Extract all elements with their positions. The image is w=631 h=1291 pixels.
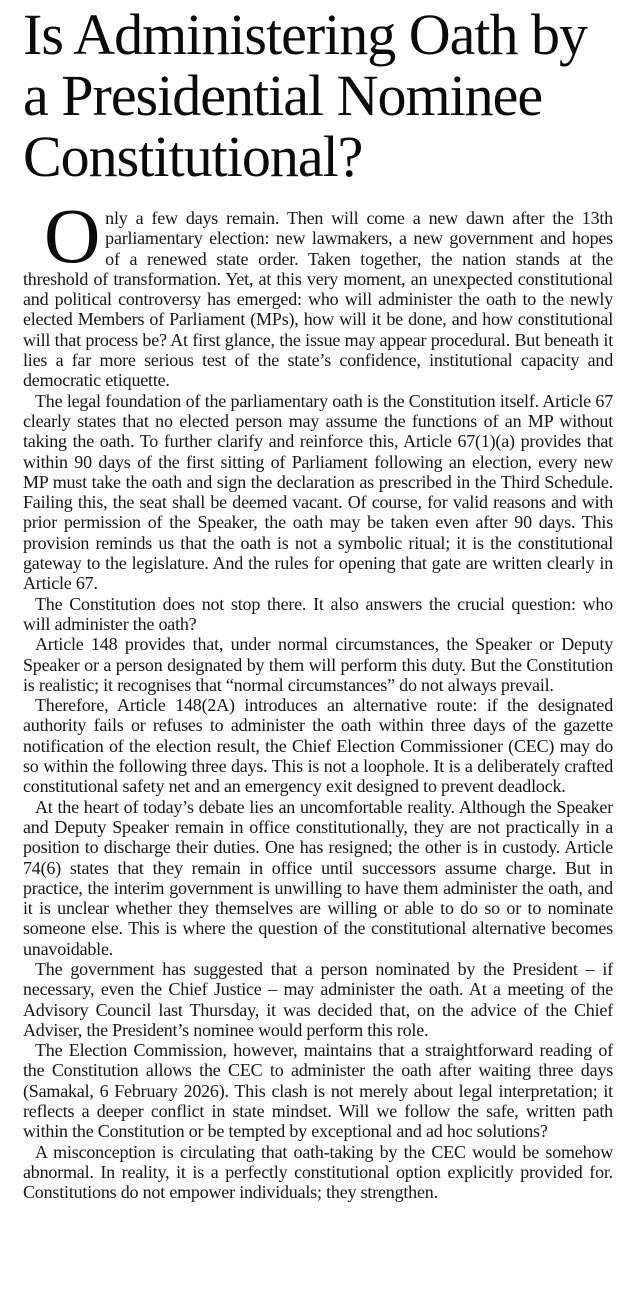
paragraph-text: nly a few days remain. Then will come a new dawn after the 13th parliamentary election: new lawmakers, a new government and hopes of a renewed state order. Taken together, the nation stands at the threshold of transformation. Yet, at this very moment, an unexpected constitutional and political controversy has emerged: who will administer the oath to the newly elected Members of Parliament (MPs), how will it be done, and how constitutional will that process be? At first glance, the issue may appear procedural. But beneath it lies a far more serious test of the state’s confidence, institutional capacity and democratic etiquette. bbox=[23, 208, 613, 391]
headline-line-2: a Presidential Nominee bbox=[23, 63, 543, 128]
headline-line-1: Is Administering Oath by bbox=[23, 2, 588, 67]
headline-line-3: Constitutional? bbox=[23, 124, 363, 189]
article-paragraph: The government has suggested that a person nominated by the President – if necessary, even the Chief Justice – may administer the oath. At a meeting of the Advisory Council last Thursday, it was decided that, on the advice of the Chief Adviser, the President’s nominee would perform this role. bbox=[23, 958, 613, 1040]
article-paragraph-lead bbox=[23, 192, 613, 391]
article-paragraph: The Constitution does not stop there. It also answers the crucial question: who will administer the oath? bbox=[23, 593, 613, 634]
article-paragraph: A misconception is circulating that oath-taking by the CEC would be somehow abnormal. In reality, it is a perfectly constitutional option explicitly provided for. Constitutions do not empower individuals; they strengthen. bbox=[23, 1141, 613, 1203]
article-headline bbox=[23, 4, 613, 187]
article-body bbox=[23, 192, 613, 1203]
article-paragraph: At the heart of today’s debate lies an uncomfortable reality. Although the Speaker and Deputy Speaker remain in office constitutionally, they are not practically in a position to discharge their duties. One has resigned; the other is in custody. Article 74(6) states that they remain in office until successors assume charge. But in practice, the interim government is unwilling to have them administer the oath, and it is unclear whether they themselves are willing or able to do so or to nominate someone else. This is where the question of the constitutional alternative becomes unavoidable. bbox=[23, 796, 613, 959]
article-paragraph: The legal foundation of the parliamentary oath is the Constitution itself. Article 67 clearly states that no elected person may assume the functions of an MP without taking the oath. To further clarify and reinforce this, Article 67(1)(a) provides that within 90 days of the first sitting of Parliament following an election, every new MP must take the oath and sign the declaration as prescribed in the Third Schedule. Failing this, the seat shall be deemed vacant. Of course, for valid reasons and with prior permission of the Speaker, the oath may be taken even after 90 days. This provision reminds us that the oath is not a symbolic ritual; it is the constitutional gateway to the legislature. And the rules for opening that gate are written clearly in Article 67. bbox=[23, 390, 613, 594]
article-paragraph: Therefore, Article 148(2A) introduces an alternative route: if the designated authority fails or refuses to administer the oath within three days of the gazette notification of the election result, the Chief Election Commissioner (CEC) may do so within the following three days. This is not a loophole. It is a deliberately crafted constitutional safety net and an emergency exit designed to prevent deadlock. bbox=[23, 695, 613, 797]
article-paragraph: The Election Commission, however, maintains that a straightforward reading of the Constitution allows the CEC to administer the oath after waiting three days (Samakal, 6 February 2026). This clash is not merely about legal interpretation; it reflects a deeper conflict in state mindset. Will we follow the safe, written path within the Constitution or be tempted by exceptional and ad hoc solutions? bbox=[23, 1040, 613, 1142]
article-paragraph: Article 148 provides that, under normal circumstances, the Speaker or Deputy Speaker or a person designated by them will perform this duty. But the Constitution is realistic; it recognises that “normal circumstances” do not always prevail. bbox=[23, 634, 613, 695]
dropcap-letter: O bbox=[44, 192, 101, 279]
